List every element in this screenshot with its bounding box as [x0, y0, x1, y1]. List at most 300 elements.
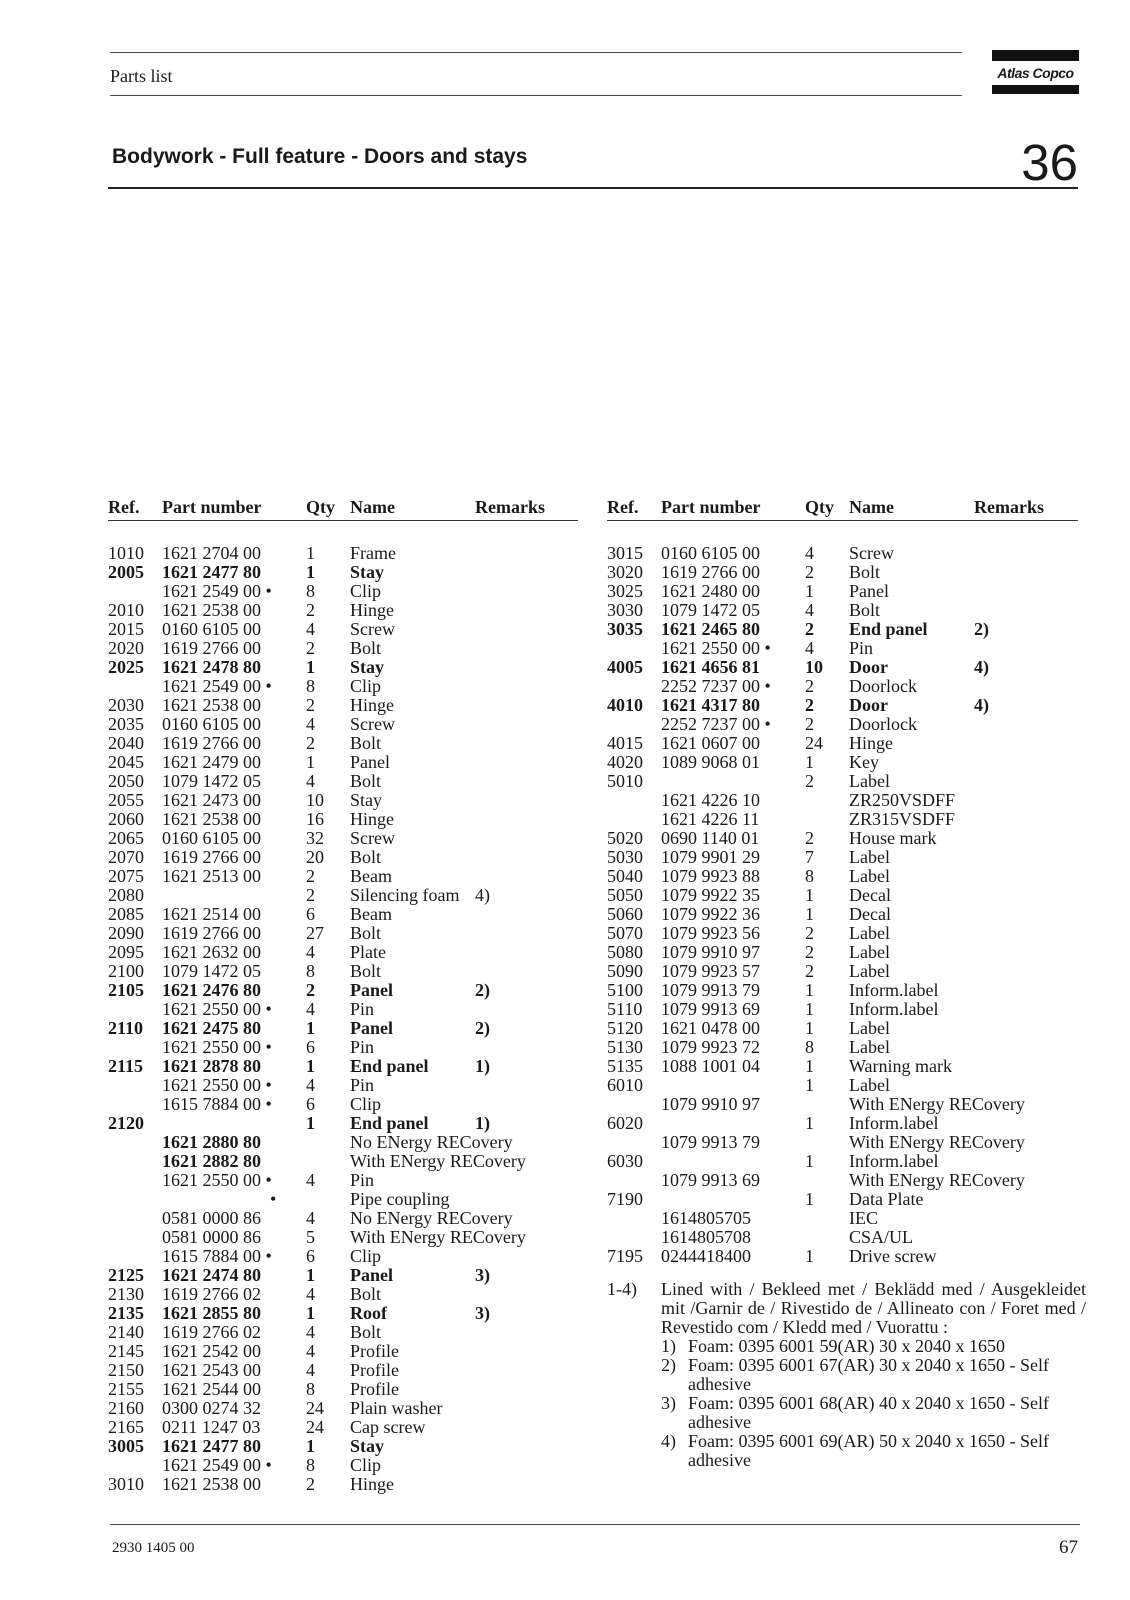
cell-part-number: 1079 9910 97: [661, 1094, 760, 1114]
cell-ref: 6030: [607, 1151, 643, 1171]
cell-part-number: 1621 2549 00 •: [162, 581, 272, 601]
table-row: [108, 1342, 578, 1361]
cell-ref: 2145: [108, 1341, 144, 1361]
cell-part-number: 1079 9913 69: [661, 999, 760, 1019]
cell-name: CSA/UL: [849, 1227, 914, 1247]
table-row: [607, 753, 1078, 772]
cell-name: House mark: [849, 828, 937, 848]
cell-qty: 7: [805, 847, 814, 867]
cell-part-number: 1621 2480 00: [661, 581, 760, 601]
table-row: [108, 1171, 578, 1190]
logo-wordmark: Atlas Copco: [997, 65, 1074, 81]
table-row: [607, 582, 1078, 601]
cell-ref: 2040: [108, 733, 144, 753]
table-row: [607, 620, 1078, 639]
cell-name: Silencing foam: [350, 885, 460, 905]
cell-qty: 1: [805, 1018, 814, 1038]
table-row: [108, 1285, 578, 1304]
cell-name: Cap screw: [350, 1417, 426, 1437]
table-row: [108, 1209, 578, 1228]
cell-qty: 6: [306, 904, 315, 924]
cell-ref: 3020: [607, 562, 643, 582]
table-row: [607, 1228, 1078, 1247]
cell-qty: 1: [805, 1056, 814, 1076]
cell-part-number: 1621 2477 80: [162, 562, 261, 582]
cell-ref: 2050: [108, 771, 144, 791]
cell-part-number: 1079 9922 35: [661, 885, 760, 905]
cell-ref: 2105: [108, 980, 144, 1000]
cell-qty: 2: [306, 885, 315, 905]
table-row: [607, 1019, 1078, 1038]
cell-ref: 4010: [607, 695, 643, 715]
header-top-rule: [110, 52, 962, 53]
table-row: [607, 943, 1078, 962]
cell-name: Label: [849, 942, 890, 962]
cell-part-number: 1621 2477 80: [162, 1436, 261, 1456]
cell-name: Label: [849, 866, 890, 886]
cell-name: With ENergy RECovery: [849, 1094, 1025, 1114]
footnote-item: [661, 1394, 1086, 1432]
cell-part-number: 1621 2538 00: [162, 600, 261, 620]
cell-qty: 1: [306, 1018, 315, 1038]
cell-name: Stay: [350, 790, 383, 810]
cell-part-number: 1619 2766 00: [162, 923, 261, 943]
cell-remarks: 1): [475, 1056, 490, 1076]
table-header: [108, 498, 578, 521]
table-row: [108, 1418, 578, 1437]
cell-part-number: 1621 4226 10: [661, 790, 760, 810]
cell-name: Label: [849, 1037, 890, 1057]
cell-part-number: 1088 1001 04: [661, 1056, 760, 1076]
cell-ref: 2160: [108, 1398, 144, 1418]
footnote-text: Foam: 0395 6001 59(AR) 30 x 2040 x 1650: [688, 1336, 1005, 1356]
cell-name: Pipe coupling: [350, 1189, 450, 1209]
cell-part-number: 1621 2479 00: [162, 752, 261, 772]
cell-name: IEC: [849, 1208, 878, 1228]
cell-qty: 2: [805, 923, 814, 943]
cell-qty: 8: [306, 1379, 315, 1399]
cell-part-number: 1621 2538 00: [162, 695, 261, 715]
cell-name: Bolt: [350, 733, 382, 753]
cell-ref: 3005: [108, 1436, 144, 1456]
cell-name: With ENergy RECovery: [350, 1227, 526, 1247]
cell-part-number: 0690 1140 01: [661, 828, 760, 848]
cell-name: Panel: [350, 752, 390, 772]
cell-name: Drive screw: [849, 1246, 937, 1266]
cell-part-number: 1621 2549 00 •: [162, 676, 272, 696]
cell-name: Hinge: [350, 600, 394, 620]
cell-qty: 4: [306, 942, 315, 962]
table-row: [108, 1095, 578, 1114]
table-row: [108, 1323, 578, 1342]
cell-name: Hinge: [350, 809, 394, 829]
cell-qty: 4: [306, 1360, 315, 1380]
col-remarks: Remarks: [974, 497, 1044, 517]
cell-part-number: 2252 7237 00 •: [661, 714, 771, 734]
cell-qty: 8: [306, 961, 315, 981]
cell-name: Roof: [350, 1303, 387, 1323]
table-row: [108, 1152, 578, 1171]
cell-name: Pin: [350, 1037, 375, 1057]
cell-name: Label: [849, 1018, 890, 1038]
table-row: [607, 677, 1078, 696]
col-ref: Ref.: [607, 497, 639, 517]
cell-name: Bolt: [350, 847, 382, 867]
table-row: [108, 1114, 578, 1133]
cell-qty: 2: [805, 961, 814, 981]
table-row: [108, 1266, 578, 1285]
cell-qty: 1: [306, 1265, 315, 1285]
table-row: [607, 1247, 1078, 1266]
cell-qty: 1: [805, 581, 814, 601]
cell-qty: 4: [306, 1284, 315, 1304]
table-row: [607, 848, 1078, 867]
header-bottom-rule: [110, 95, 962, 96]
cell-ref: 3030: [607, 600, 643, 620]
cell-ref: 2155: [108, 1379, 144, 1399]
cell-ref: 4005: [607, 657, 643, 677]
cell-ref: 2035: [108, 714, 144, 734]
table-row: [607, 981, 1078, 1000]
cell-ref: 5010: [607, 771, 643, 791]
table-row: [108, 810, 578, 829]
cell-part-number: 1079 9923 72: [661, 1037, 760, 1057]
cell-part-number: 1619 2766 02: [162, 1284, 261, 1304]
table-row: [108, 1456, 578, 1475]
cell-qty: 1: [805, 885, 814, 905]
cell-qty: 1: [805, 1151, 814, 1171]
footnote-item: [661, 1356, 1086, 1394]
cell-qty: 24: [306, 1398, 324, 1418]
cell-ref: 2025: [108, 657, 144, 677]
cell-ref: 2110: [108, 1018, 144, 1038]
cell-qty: 2: [805, 771, 814, 791]
cell-name: Pin: [350, 999, 375, 1019]
title-rule: [108, 187, 1078, 189]
cell-ref: 3010: [108, 1474, 144, 1494]
table-row: [108, 1304, 578, 1323]
cell-qty: 27: [306, 923, 324, 943]
footnote-item: [661, 1337, 1086, 1356]
table-row: [607, 810, 1078, 829]
cell-qty: 6: [306, 1094, 315, 1114]
cell-ref: 2070: [108, 847, 144, 867]
cell-qty: 2: [306, 638, 315, 658]
footnote-number: 3): [661, 1393, 676, 1413]
cell-name: Door: [849, 657, 888, 677]
cell-qty: 4: [306, 1208, 315, 1228]
cell-qty: 1: [306, 657, 315, 677]
cell-ref: 2095: [108, 942, 144, 962]
table-row: [108, 582, 578, 601]
cell-name: Inform.label: [849, 980, 939, 1000]
cell-part-number: 1079 9923 88: [661, 866, 760, 886]
cell-qty: 1: [306, 1113, 315, 1133]
parts-table-right: [607, 498, 1078, 1266]
cell-qty: 1: [306, 543, 315, 563]
cell-name: ZR315VSDFF: [849, 809, 956, 829]
page-title: Bodywork - Full feature - Doors and stays: [112, 145, 528, 168]
table-row: [607, 1190, 1078, 1209]
cell-part-number: 1621 2550 00 •: [162, 999, 272, 1019]
cell-ref: 2015: [108, 619, 144, 639]
cell-qty: 8: [805, 1037, 814, 1057]
table-row: [607, 829, 1078, 848]
table-row: [607, 734, 1078, 753]
cell-name: Bolt: [350, 1322, 382, 1342]
cell-ref: 5060: [607, 904, 643, 924]
cell-qty: 1: [805, 1075, 814, 1095]
cell-part-number: 1621 2513 00: [162, 866, 261, 886]
cell-name: Panel: [350, 980, 393, 1000]
table-row: [607, 867, 1078, 886]
cell-part-number: 1614805705: [661, 1208, 751, 1228]
cell-ref: 2165: [108, 1417, 144, 1437]
document-number: 2930 1405 00: [112, 1540, 195, 1556]
parts-table-left: [108, 498, 578, 1494]
cell-remarks: 2): [475, 1018, 490, 1038]
cell-remarks: 3): [475, 1303, 490, 1323]
cell-qty: 4: [306, 1341, 315, 1361]
cell-ref: 5100: [607, 980, 643, 1000]
table-row: [108, 1057, 578, 1076]
cell-qty: 1: [805, 980, 814, 1000]
cell-ref: 1010: [108, 543, 144, 563]
footnote-number: 2): [661, 1355, 676, 1375]
cell-part-number: 1614805708: [661, 1227, 751, 1247]
table-row: [108, 658, 578, 677]
col-ref: Ref.: [108, 497, 140, 517]
cell-name: Bolt: [350, 961, 382, 981]
cell-qty: 4: [306, 1075, 315, 1095]
cell-qty: 20: [306, 847, 324, 867]
col-part-number: Part number: [162, 497, 262, 517]
cell-qty: 4: [805, 638, 814, 658]
table-row: [108, 1475, 578, 1494]
table-row: [108, 1228, 578, 1247]
cell-name: Clip: [350, 1455, 382, 1475]
cell-ref: 2060: [108, 809, 144, 829]
table-row: [108, 867, 578, 886]
cell-ref: 2150: [108, 1360, 144, 1380]
cell-qty: 10: [805, 657, 823, 677]
table-row: [607, 791, 1078, 810]
cell-ref: 2005: [108, 562, 144, 582]
cell-remarks: 2): [475, 980, 490, 1000]
table-row: [607, 905, 1078, 924]
table-body: [607, 544, 1078, 1266]
cell-ref: 7195: [607, 1246, 643, 1266]
cell-part-number: 1619 2766 00: [661, 562, 760, 582]
cell-part-number: 1621 2544 00: [162, 1379, 261, 1399]
cell-name: With ENergy RECovery: [849, 1132, 1025, 1152]
cell-part-number: 1621 2549 00 •: [162, 1455, 272, 1475]
cell-name: End panel: [350, 1056, 429, 1076]
cell-part-number: 1621 2632 00: [162, 942, 261, 962]
cell-part-number: 1621 2550 00 •: [162, 1170, 272, 1190]
cell-name: Clip: [350, 1094, 382, 1114]
table-row: [607, 1114, 1078, 1133]
brand-logo: [992, 50, 1079, 94]
cell-qty: 4: [306, 1170, 315, 1190]
footer-rule: [110, 1524, 1080, 1525]
cell-name: Label: [849, 923, 890, 943]
table-row: [607, 1057, 1078, 1076]
cell-part-number: 1621 2882 80: [162, 1151, 261, 1171]
cell-qty: 4: [306, 999, 315, 1019]
cell-qty: 1: [306, 1436, 315, 1456]
cell-ref: 3025: [607, 581, 643, 601]
table-row: [607, 563, 1078, 582]
cell-part-number: 1079 1472 05: [661, 600, 760, 620]
cell-qty: 24: [306, 1417, 324, 1437]
table-row: [607, 1171, 1078, 1190]
cell-name: Inform.label: [849, 1113, 939, 1133]
table-row: [108, 620, 578, 639]
table-row: [607, 1133, 1078, 1152]
table-row: [108, 943, 578, 962]
cell-part-number: 0244418400: [661, 1246, 751, 1266]
cell-qty: 4: [306, 714, 315, 734]
cell-name: Profile: [350, 1360, 399, 1380]
cell-qty: 1: [306, 562, 315, 582]
cell-part-number: 1621 2880 80: [162, 1132, 261, 1152]
cell-name: Hinge: [350, 1474, 394, 1494]
cell-part-number: 1621 2855 80: [162, 1303, 261, 1323]
table-row: [607, 886, 1078, 905]
cell-ref: 5130: [607, 1037, 643, 1057]
table-row: [108, 829, 578, 848]
cell-part-number: 1621 2550 00 •: [162, 1075, 272, 1095]
cell-part-number: 1621 0607 00: [661, 733, 760, 753]
cell-qty: 8: [805, 866, 814, 886]
table-row: [108, 1437, 578, 1456]
cell-ref: 6010: [607, 1075, 643, 1095]
cell-qty: 2: [805, 714, 814, 734]
cell-name: Hinge: [849, 733, 893, 753]
table-row: [108, 563, 578, 582]
cell-name: Label: [849, 1075, 890, 1095]
cell-name: Bolt: [350, 923, 382, 943]
cell-ref: 4015: [607, 733, 643, 753]
cell-part-number: 1079 9923 56: [661, 923, 760, 943]
cell-name: Plate: [350, 942, 386, 962]
cell-part-number: 1621 4226 11: [661, 809, 760, 829]
cell-qty: 4: [306, 619, 315, 639]
cell-name: Data Plate: [849, 1189, 924, 1209]
cell-qty: 2: [805, 619, 814, 639]
cell-qty: 4: [805, 600, 814, 620]
table-row: [607, 1152, 1078, 1171]
logo-bar-bottom: [992, 85, 1079, 94]
cell-part-number: 1079 9913 79: [661, 1132, 760, 1152]
cell-part-number: 0211 1247 03: [162, 1417, 261, 1437]
cell-part-number: 1619 2766 00: [162, 638, 261, 658]
cell-qty: 4: [805, 543, 814, 563]
cell-ref: 2020: [108, 638, 144, 658]
cell-part-number: 1079 1472 05: [162, 771, 261, 791]
cell-part-number: 1621 2465 80: [661, 619, 760, 639]
cell-part-number: 1621 2704 00: [162, 543, 261, 563]
cell-part-number: 1619 2766 00: [162, 847, 261, 867]
table-row: [108, 772, 578, 791]
cell-name: Stay: [350, 562, 385, 582]
cell-part-number: 1079 9913 69: [661, 1170, 760, 1190]
cell-part-number: 1621 2550 00 •: [162, 1037, 272, 1057]
cell-ref: 2075: [108, 866, 144, 886]
table-row: [607, 639, 1078, 658]
cell-name: Clip: [350, 581, 382, 601]
cell-part-number: 1079 9923 57: [661, 961, 760, 981]
table-row: [108, 696, 578, 715]
cell-part-number: 1615 7884 00 •: [162, 1094, 272, 1114]
cell-ref: 5120: [607, 1018, 643, 1038]
cell-part-number: 0160 6105 00: [162, 714, 261, 734]
cell-part-number: 1621 2475 80: [162, 1018, 261, 1038]
cell-name: Panel: [350, 1265, 393, 1285]
cell-part-number: 2252 7237 00 •: [661, 676, 771, 696]
cell-qty: 1: [805, 999, 814, 1019]
cell-name: Screw: [350, 714, 395, 734]
cell-qty: 24: [805, 733, 823, 753]
cell-name: End panel: [849, 619, 928, 639]
table-row: [607, 772, 1078, 791]
cell-qty: 1: [306, 1056, 315, 1076]
col-qty: Qty: [306, 497, 335, 517]
table-row: [108, 1399, 578, 1418]
table-row: [108, 734, 578, 753]
cell-name: Hinge: [350, 695, 394, 715]
table-row: [607, 696, 1078, 715]
table-row: [108, 791, 578, 810]
table-row: [108, 886, 578, 905]
footnote-item: [661, 1432, 1086, 1470]
cell-ref: 5135: [607, 1056, 643, 1076]
cell-ref: 5050: [607, 885, 643, 905]
cell-part-number: 1621 4656 81: [661, 657, 760, 677]
cell-name: No ENergy RECovery: [350, 1132, 513, 1152]
table-row: [108, 848, 578, 867]
cell-ref: 2030: [108, 695, 144, 715]
cell-ref: 2120: [108, 1113, 144, 1133]
chapter-number: 36: [1021, 134, 1078, 191]
cell-qty: 10: [306, 790, 324, 810]
cell-ref: 5090: [607, 961, 643, 981]
cell-qty: 32: [306, 828, 324, 848]
cell-ref: 7190: [607, 1189, 643, 1209]
page-number: 67: [1059, 1537, 1078, 1558]
cell-name: Label: [849, 847, 890, 867]
table-row: [607, 1038, 1078, 1057]
cell-qty: 6: [306, 1246, 315, 1266]
cell-name: Bolt: [849, 600, 881, 620]
cell-part-number: 1079 9910 97: [661, 942, 760, 962]
table-header: [607, 498, 1078, 521]
cell-name: Profile: [350, 1341, 399, 1361]
cell-part-number: 1079 9901 29: [661, 847, 760, 867]
cell-qty: 5: [306, 1227, 315, 1247]
cell-remarks: 4): [974, 657, 989, 677]
cell-qty: 1: [805, 904, 814, 924]
cell-qty: 2: [306, 600, 315, 620]
table-row: [607, 924, 1078, 943]
table-row: [108, 1019, 578, 1038]
cell-name: Pin: [350, 1075, 375, 1095]
cell-ref: 4020: [607, 752, 643, 772]
cell-ref: 3015: [607, 543, 643, 563]
cell-qty: 1: [306, 752, 315, 772]
cell-ref: 5020: [607, 828, 643, 848]
